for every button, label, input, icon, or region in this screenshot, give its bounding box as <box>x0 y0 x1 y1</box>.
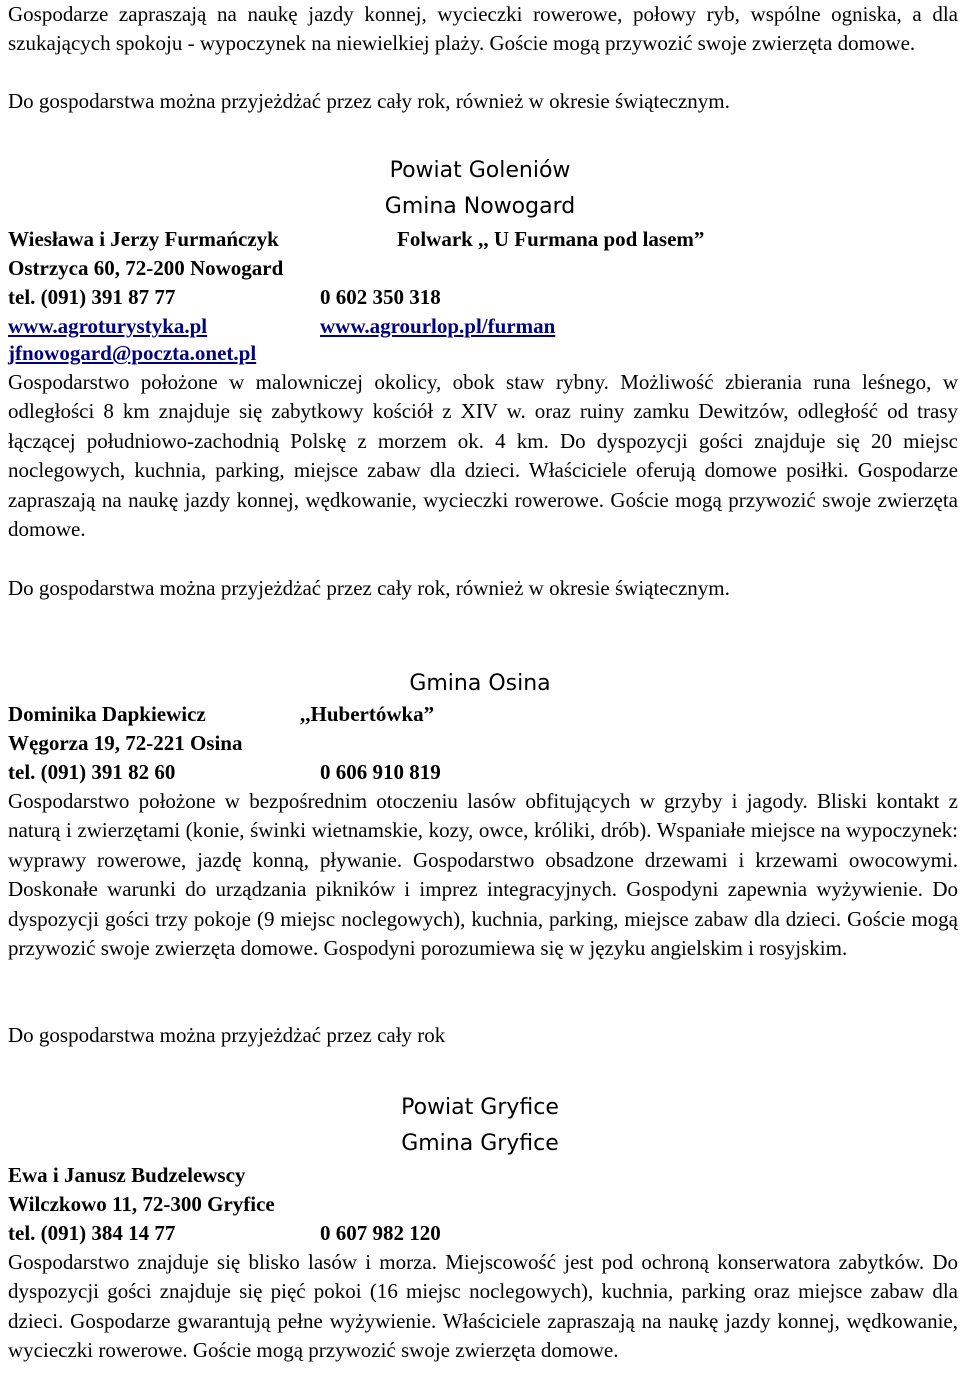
season-note: Do gospodarstwa można przyjeżdżać przez cały rok, również w okresie świątecznym. <box>8 576 730 600</box>
address: Węgorza 19, 72-221 Osina <box>8 731 243 755</box>
season-note: Do gospodarstwa można przyjeżdżać przez cały rok <box>8 1023 446 1047</box>
farm-name: ,,Hubertówka” <box>300 702 435 726</box>
website-link-2[interactable]: www.agrourlop.pl/furman <box>320 314 556 338</box>
mobile-number: 0 606 910 819 <box>320 760 441 784</box>
farm-description: Gospodarstwo położone w bezpośrednim otoczeniu lasów obfitujących w grzyby i jagody. Bliski kontakt z naturą i zwierzętami (konie, świnki wietnamskie, kozy, owce, króliki, drób). Wspaniałe miejsce na wypoczynek: wyprawy rowerowe, jazdę konną, pływanie. Gospodarstwo obsadzone drzewami i krzewami owocowymi. Doskonałe warunki do urządzania pikników i imprez integracyjnych. Gospodyni zapewnia wyżywienie. Do dyspozycji gości trzy pokoje (9 miejsc noclegowych), kuchnia, parking, miejsce zabaw dla dzieci. Goście mogą przywozić swoje zwierzęta domowe. Gospodyni porozumiewa się w języku angielskim i rosyjskim. <box>8 789 958 961</box>
powiat-heading-goleniow: Powiat Goleniów <box>389 158 571 183</box>
gmina-heading-gryfice: Gmina Gryfice <box>401 1131 559 1156</box>
mobile-number: 0 607 982 120 <box>320 1221 441 1245</box>
mobile-number: 0 602 350 318 <box>320 285 441 309</box>
website-link-1[interactable]: www.agroturystyka.pl <box>8 314 208 338</box>
owners-name: Wiesława i Jerzy Furmańczyk <box>8 227 279 251</box>
owner-name: Dominika Dapkiewicz <box>8 702 206 726</box>
intro-paragraph: Gospodarze zapraszają na naukę jazdy konnej, wycieczki rowerowe, połowy ryb, wspólne ogniska, a dla szukających spokoju - wypoczynek na niewielkiej plaży. Goście mogą przywozić swoje zwierzęta domowe. <box>8 2 958 56</box>
email-link[interactable]: jfnowogard@poczta.onet.pl <box>8 341 257 365</box>
gmina-heading-osina: Gmina Osina <box>409 671 551 696</box>
owners-name: Ewa i Janusz Budzelewscy <box>8 1163 246 1187</box>
farm-description: Gospodarstwo położone w malowniczej okolicy, obok staw rybny. Możliwość zbierania runa leśnego, w odległości 8 km znajduje się zabytkowy kościół z XIV w. oraz ruiny zamku Dewitzów, odległość od trasy łączącej południowo-zachodnią Polskę z morzem ok. 4 km. Do dyspozycji gości znajduje się 20 miejsc noclegowych, kuchnia, parking, miejsce zabaw dla dzieci. Właściciele oferują domowe posiłki. Gospodarze zapraszają na naukę jazdy konnej, wędkowanie, wycieczki rowerowe. Goście mogą przywozić swoje zwierzęta domowe. <box>8 370 958 542</box>
gmina-heading-nowogard: Gmina Nowogard <box>384 194 576 219</box>
address: Wilczkowo 11, 72-300 Gryfice <box>8 1192 275 1216</box>
phone-number: tel. (091) 391 82 60 <box>8 760 176 784</box>
phone-number: tel. (091) 391 87 77 <box>8 285 176 309</box>
farm-name: Folwark ,, U Furmana pod lasem” <box>397 227 705 251</box>
farm-description: Gospodarstwo znajduje się blisko lasów i morza. Miejscowość jest pod ochroną konserwatora zabytków. Do dyspozycji gości znajduje się pięć pokoi (16 miejsc noclegowych), kuchnia, parking oraz miejsce zabaw dla dzieci. Gospodarze gwarantują pełne wyżywienie. Właściciele zapraszają na naukę jazdy konnej, wędkowanie, wycieczki rowerowe. Goście mogą przywozić swoje zwierzęta domowe. <box>8 1250 958 1363</box>
intro-season-note: Do gospodarstwa można przyjeżdżać przez cały rok, również w okresie świątecznym. <box>8 89 730 113</box>
powiat-heading-gryfice: Powiat Gryfice <box>401 1095 559 1120</box>
phone-number: tel. (091) 384 14 77 <box>8 1221 176 1245</box>
address: Ostrzyca 60, 72-200 Nowogard <box>8 256 284 280</box>
